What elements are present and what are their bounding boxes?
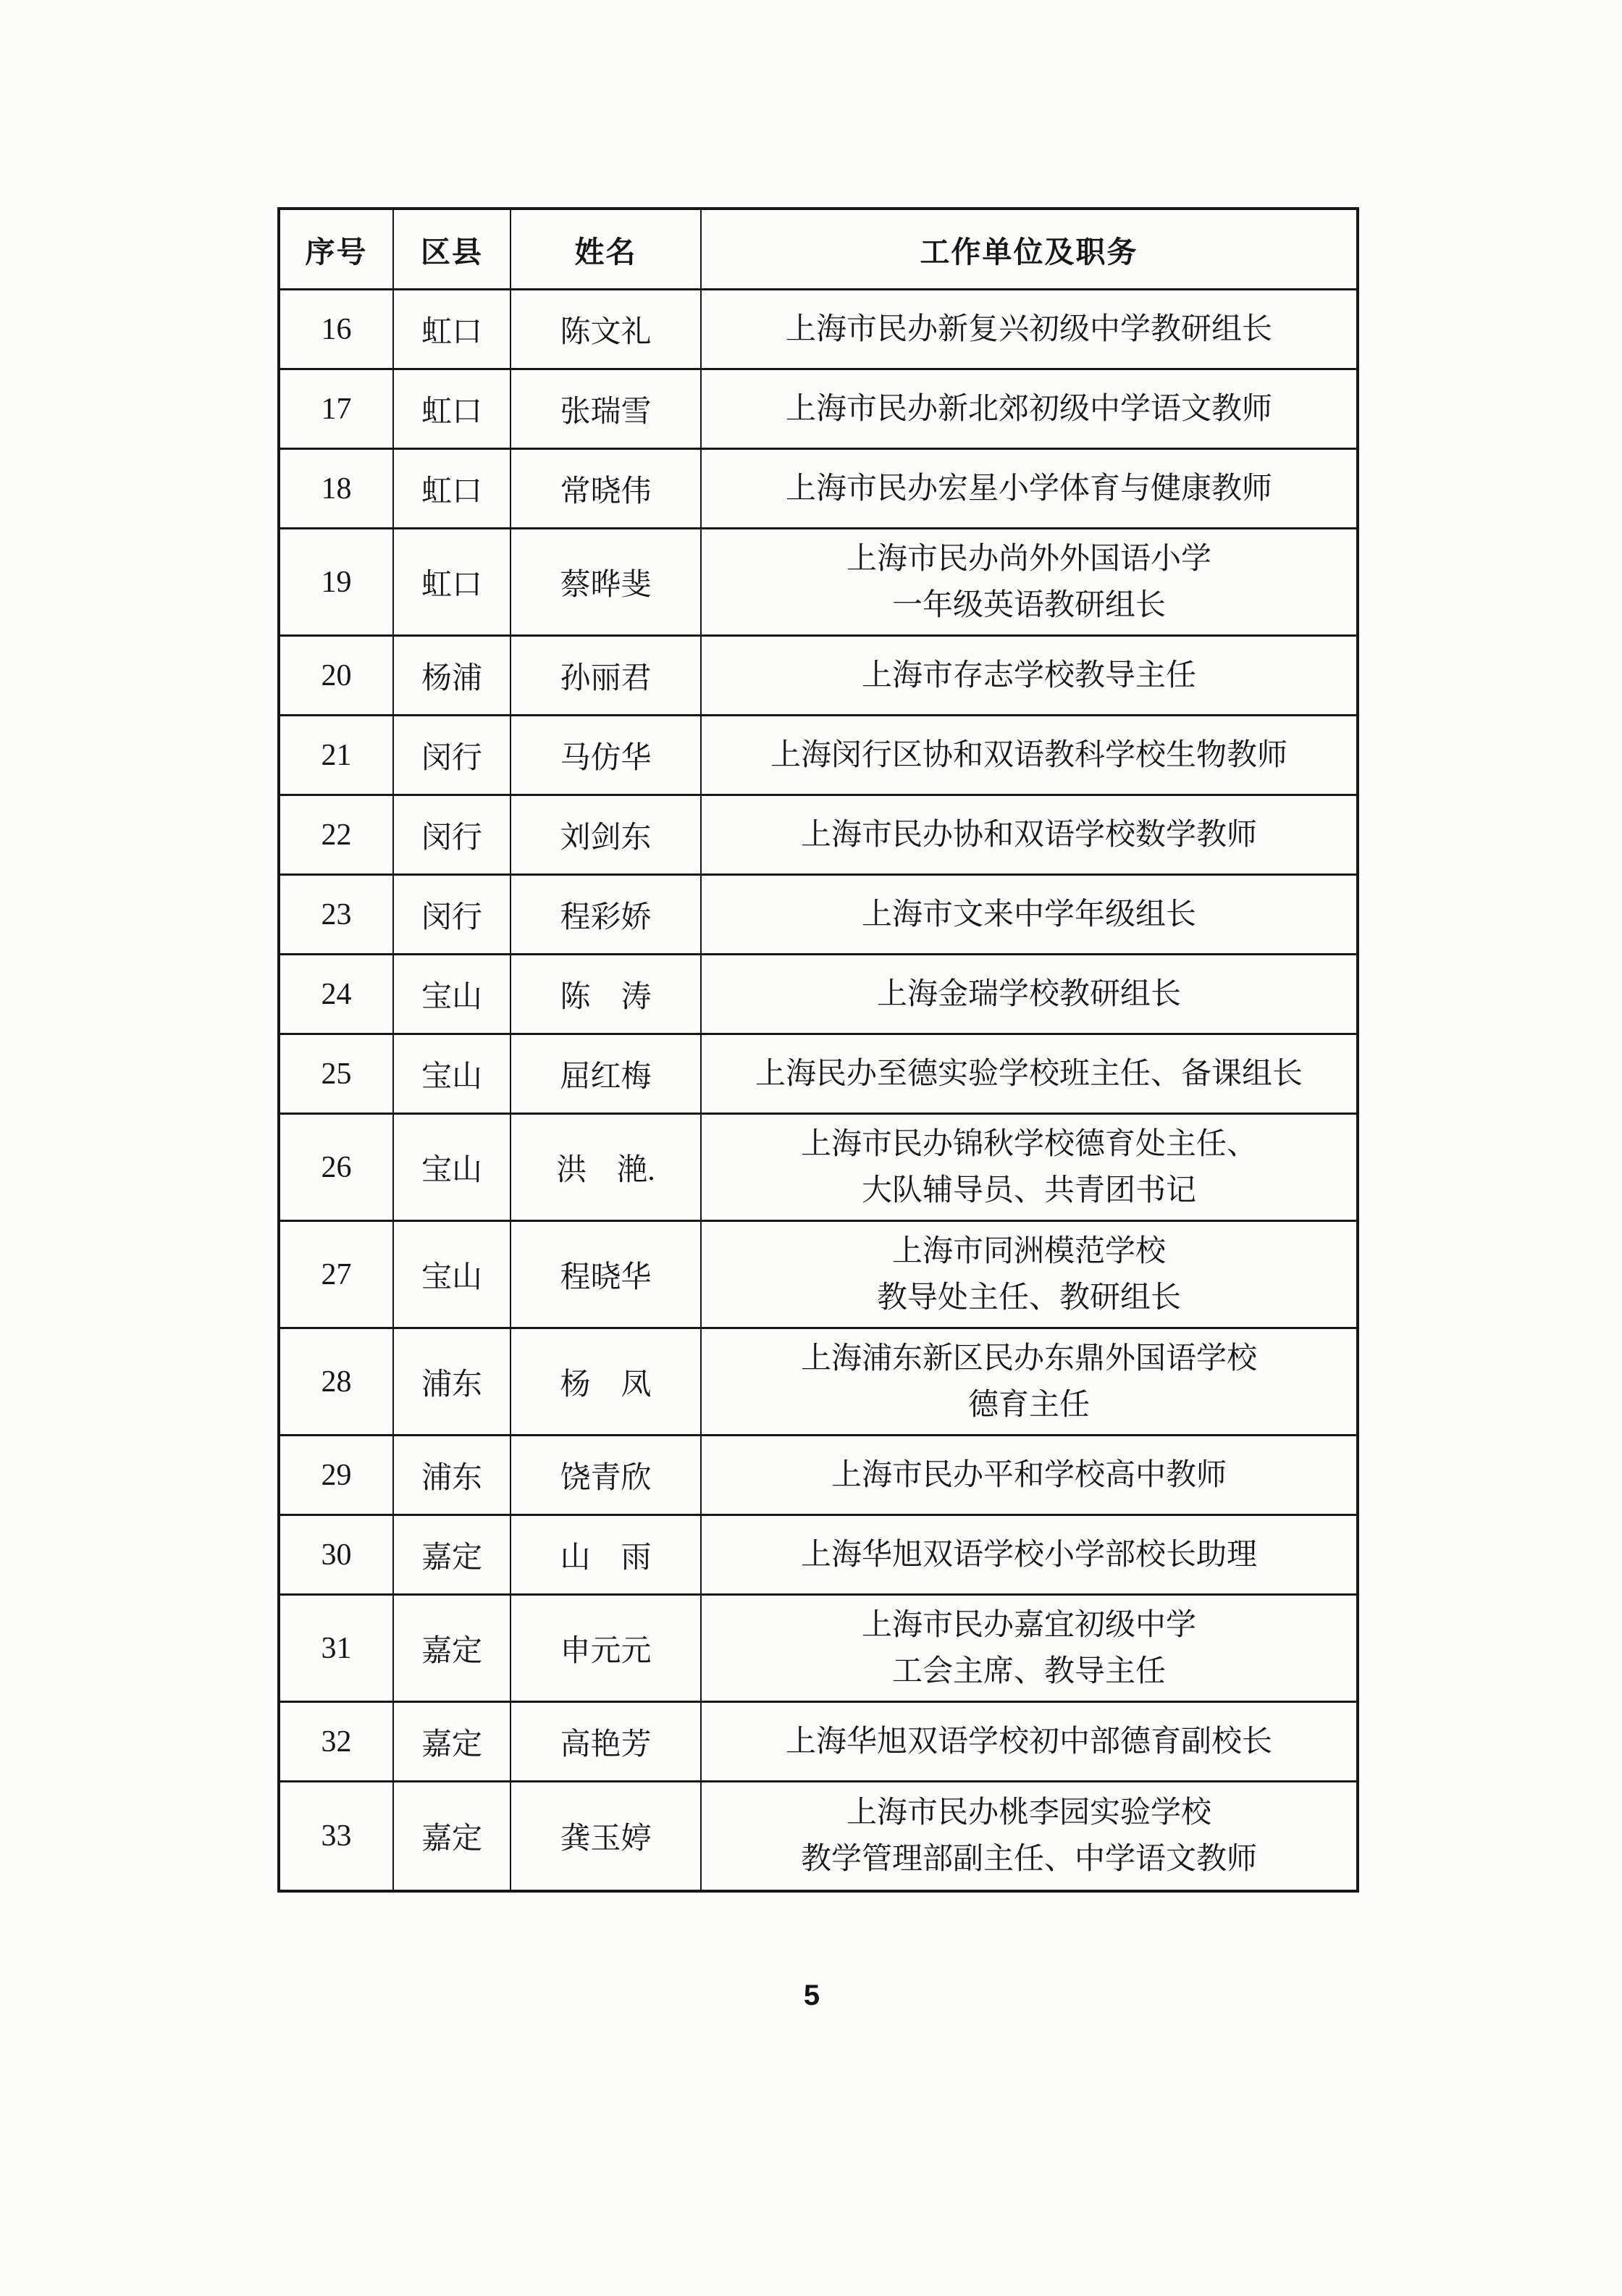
- cell-name: 陈 涛: [511, 955, 702, 1033]
- cell-work-position: [702, 529, 1356, 634]
- work-position-line: 上海闵行区协和双语教科学校生物教师: [770, 738, 1287, 772]
- cell-serial: 23: [280, 876, 394, 953]
- cell-name: 孙丽君: [511, 637, 702, 714]
- cell-work-position: [702, 290, 1356, 368]
- cell-name: 龚玉婷: [511, 1782, 702, 1890]
- header-serial: 序号: [280, 210, 394, 288]
- cell-district: 宝山: [394, 1222, 511, 1327]
- cell-district: 宝山: [394, 1115, 511, 1220]
- cell-work-position: [702, 370, 1356, 448]
- cell-name: 高艳芳: [511, 1703, 702, 1780]
- cell-district: 嘉定: [394, 1782, 511, 1890]
- cell-serial: 30: [280, 1516, 394, 1593]
- cell-name: 张瑞雪: [511, 370, 702, 448]
- cell-serial: 20: [280, 637, 394, 714]
- work-position-line: 上海市同洲模范学校: [891, 1234, 1166, 1268]
- cell-district: 宝山: [394, 1035, 511, 1113]
- header-work-unit-position: 工作单位及职务: [920, 235, 1138, 269]
- table-row: [280, 290, 1356, 370]
- cell-serial: 16: [280, 290, 394, 368]
- work-position-line: 上海民办至德实验学校班主任、备课组长: [755, 1057, 1303, 1091]
- cell-district: 虹口: [394, 529, 511, 634]
- cell-name: 饶青欣: [511, 1436, 702, 1514]
- cell-work-position: [702, 450, 1356, 527]
- cell-serial: 29: [280, 1436, 394, 1514]
- table-row: [280, 955, 1356, 1035]
- cell-work-position: [702, 1035, 1356, 1113]
- table-row: [280, 1436, 1356, 1516]
- cell-district: 虹口: [394, 370, 511, 448]
- table-row: [280, 1222, 1356, 1329]
- table-row: [280, 450, 1356, 529]
- cell-work-position: [702, 1222, 1356, 1327]
- cell-name: 洪 滟.: [511, 1115, 702, 1220]
- cell-name: 杨 凤: [511, 1329, 702, 1434]
- table-header-row: [280, 210, 1356, 290]
- table-row: [280, 796, 1356, 876]
- work-position-line: 上海市民办尚外外国语小学: [846, 542, 1211, 576]
- table-row: [280, 1115, 1356, 1222]
- work-position-line: 上海市民办宏星小学体育与健康教师: [785, 472, 1272, 506]
- table-row: [280, 1782, 1356, 1890]
- work-position-line: 上海市存志学校教导主任: [861, 658, 1196, 692]
- cell-work-position: [702, 955, 1356, 1033]
- table-row: [280, 370, 1356, 450]
- cell-work-position: [702, 1596, 1356, 1701]
- work-position-line: 工会主席、教导主任: [891, 1654, 1166, 1688]
- cell-name: 蔡晔斐: [511, 529, 702, 634]
- table-row: [280, 1703, 1356, 1782]
- cell-district: 浦东: [394, 1329, 511, 1434]
- cell-work-position: [702, 796, 1356, 873]
- cell-work-position: [702, 637, 1356, 714]
- cell-name: 山 雨: [511, 1516, 702, 1593]
- table-row: [280, 1329, 1356, 1436]
- work-position-line: 上海市民办协和双语学校数学教师: [800, 818, 1257, 852]
- cell-district: 嘉定: [394, 1516, 511, 1593]
- cell-work-position: [702, 1703, 1356, 1780]
- work-position-line: 上海市民办新复兴初级中学教研组长: [785, 312, 1272, 346]
- work-position-line: 上海金瑞学校教研组长: [876, 977, 1181, 1011]
- cell-district: 浦东: [394, 1436, 511, 1514]
- cell-name: 程晓华: [511, 1222, 702, 1327]
- table-row: [280, 716, 1356, 796]
- personnel-table: [277, 207, 1359, 1893]
- cell-work-position: [702, 1329, 1356, 1434]
- cell-district: 嘉定: [394, 1703, 511, 1780]
- work-position-line: 上海市文来中学年级组长: [861, 897, 1196, 931]
- cell-name: 常晓伟: [511, 450, 702, 527]
- cell-name: 陈文礼: [511, 290, 702, 368]
- cell-work-position: [702, 1115, 1356, 1220]
- cell-name: 刘剑东: [511, 796, 702, 873]
- cell-district: 虹口: [394, 290, 511, 368]
- cell-name: 程彩娇: [511, 876, 702, 953]
- work-position-line: 上海市民办桃李园实验学校: [846, 1796, 1211, 1830]
- cell-serial: 32: [280, 1703, 394, 1780]
- cell-serial: 18: [280, 450, 394, 527]
- cell-serial: 21: [280, 716, 394, 794]
- cell-work-position: [702, 876, 1356, 953]
- work-position-line: 上海华旭双语学校初中部德育副校长: [785, 1725, 1272, 1759]
- cell-name: 申元元: [511, 1596, 702, 1701]
- page-number: 5: [803, 1979, 820, 2011]
- work-position-line: 教学管理部副主任、中学语文教师: [800, 1843, 1257, 1876]
- cell-serial: 31: [280, 1596, 394, 1701]
- header-name: 姓名: [511, 210, 702, 288]
- cell-work-position: [702, 1436, 1356, 1514]
- cell-name: 屈红梅: [511, 1035, 702, 1113]
- cell-serial: 28: [280, 1329, 394, 1434]
- work-position-line: 上海市民办嘉宜初级中学: [861, 1608, 1196, 1642]
- cell-serial: 27: [280, 1222, 394, 1327]
- cell-serial: 24: [280, 955, 394, 1033]
- work-position-line: 上海市民办平和学校高中教师: [831, 1458, 1227, 1492]
- work-position-line: 教导处主任、教研组长: [876, 1281, 1181, 1315]
- table-row: [280, 1516, 1356, 1596]
- cell-district: 虹口: [394, 450, 511, 527]
- cell-district: 闵行: [394, 876, 511, 953]
- table-row: [280, 1035, 1356, 1115]
- cell-work-position: [702, 1516, 1356, 1593]
- cell-serial: 33: [280, 1782, 394, 1890]
- work-position-line: 德育主任: [967, 1388, 1090, 1422]
- work-position-line: 上海市民办锦秋学校德育处主任、: [800, 1127, 1257, 1161]
- table-row: [280, 876, 1356, 955]
- cell-serial: 26: [280, 1115, 394, 1220]
- work-position-line: 一年级英语教研组长: [891, 588, 1166, 622]
- cell-work-position: [702, 1782, 1356, 1890]
- cell-serial: 17: [280, 370, 394, 448]
- cell-serial: 19: [280, 529, 394, 634]
- cell-district: 宝山: [394, 955, 511, 1033]
- work-position-line: 上海浦东新区民办东鼎外国语学校: [800, 1341, 1257, 1375]
- header-district: 区县: [394, 210, 511, 288]
- cell-name: 马仿华: [511, 716, 702, 794]
- cell-serial: 25: [280, 1035, 394, 1113]
- work-position-line: 上海市民办新北郊初级中学语文教师: [785, 392, 1272, 426]
- table-row: [280, 529, 1356, 637]
- cell-district: 杨浦: [394, 637, 511, 714]
- work-position-line: 上海华旭双语学校小学部校长助理: [800, 1538, 1257, 1572]
- cell-district: 闵行: [394, 716, 511, 794]
- cell-serial: 22: [280, 796, 394, 873]
- work-position-line: 大队辅导员、共青团书记: [861, 1173, 1196, 1207]
- table-row: [280, 1596, 1356, 1703]
- cell-district: 闵行: [394, 796, 511, 873]
- cell-work-position: [702, 716, 1356, 794]
- cell-district: 嘉定: [394, 1596, 511, 1701]
- table-row: [280, 637, 1356, 716]
